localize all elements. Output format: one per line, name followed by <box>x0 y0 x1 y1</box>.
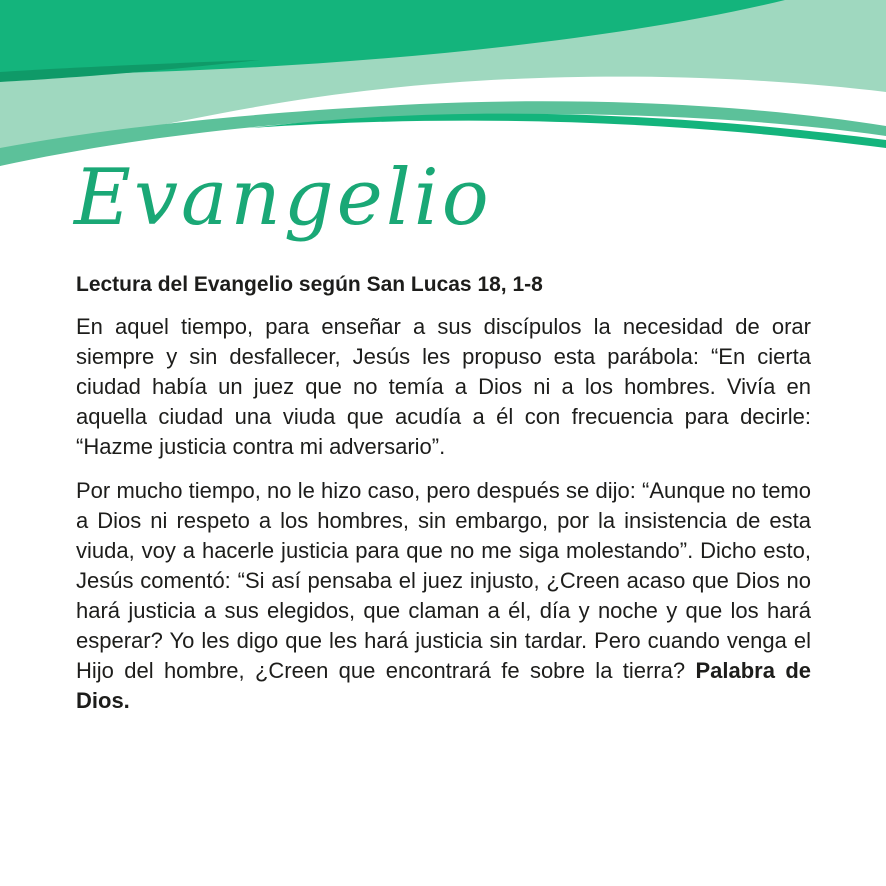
reading-reference: Lectura del Evangelio según San Lucas 18, 1-8 <box>76 273 543 296</box>
page-title: Evangelio <box>74 153 492 243</box>
closing-acclamation: Palabra de Dios. <box>76 658 811 713</box>
gospel-text <box>76 312 811 730</box>
gospel-paragraph-2-text: Por mucho tiempo, no le hizo caso, pero después se dijo: “Aunque no temo a Dios ni respeto a los hombres, sin embargo, por la insistencia de esta viuda, voy a hacerle justicia para que no me siga molestando”. Dicho esto, Jesús comentó: “Si así pensaba el juez injusto, ¿Creen acaso que Dios no hará justicia a sus elegidos, que claman a él, día y noche y que los hará esperar? Yo les digo que les hará justicia sin tardar. Pero cuando venga el Hijo del hombre, ¿Creen que encontrará fe sobre la tierra? <box>76 478 811 683</box>
gospel-paragraph-2 <box>76 476 811 716</box>
gospel-paragraph-1: En aquel tiempo, para enseñar a sus discípulos la necesidad de orar siempre y sin desfallecer, Jesús les propuso esta parábola: “En cierta ciudad había un juez que no temía a Dios ni a los hombres. Vivía en aquella ciudad una viuda que acudía a él con frecuencia para decirle: “Hazme justicia contra mi adversario”. <box>76 314 811 459</box>
